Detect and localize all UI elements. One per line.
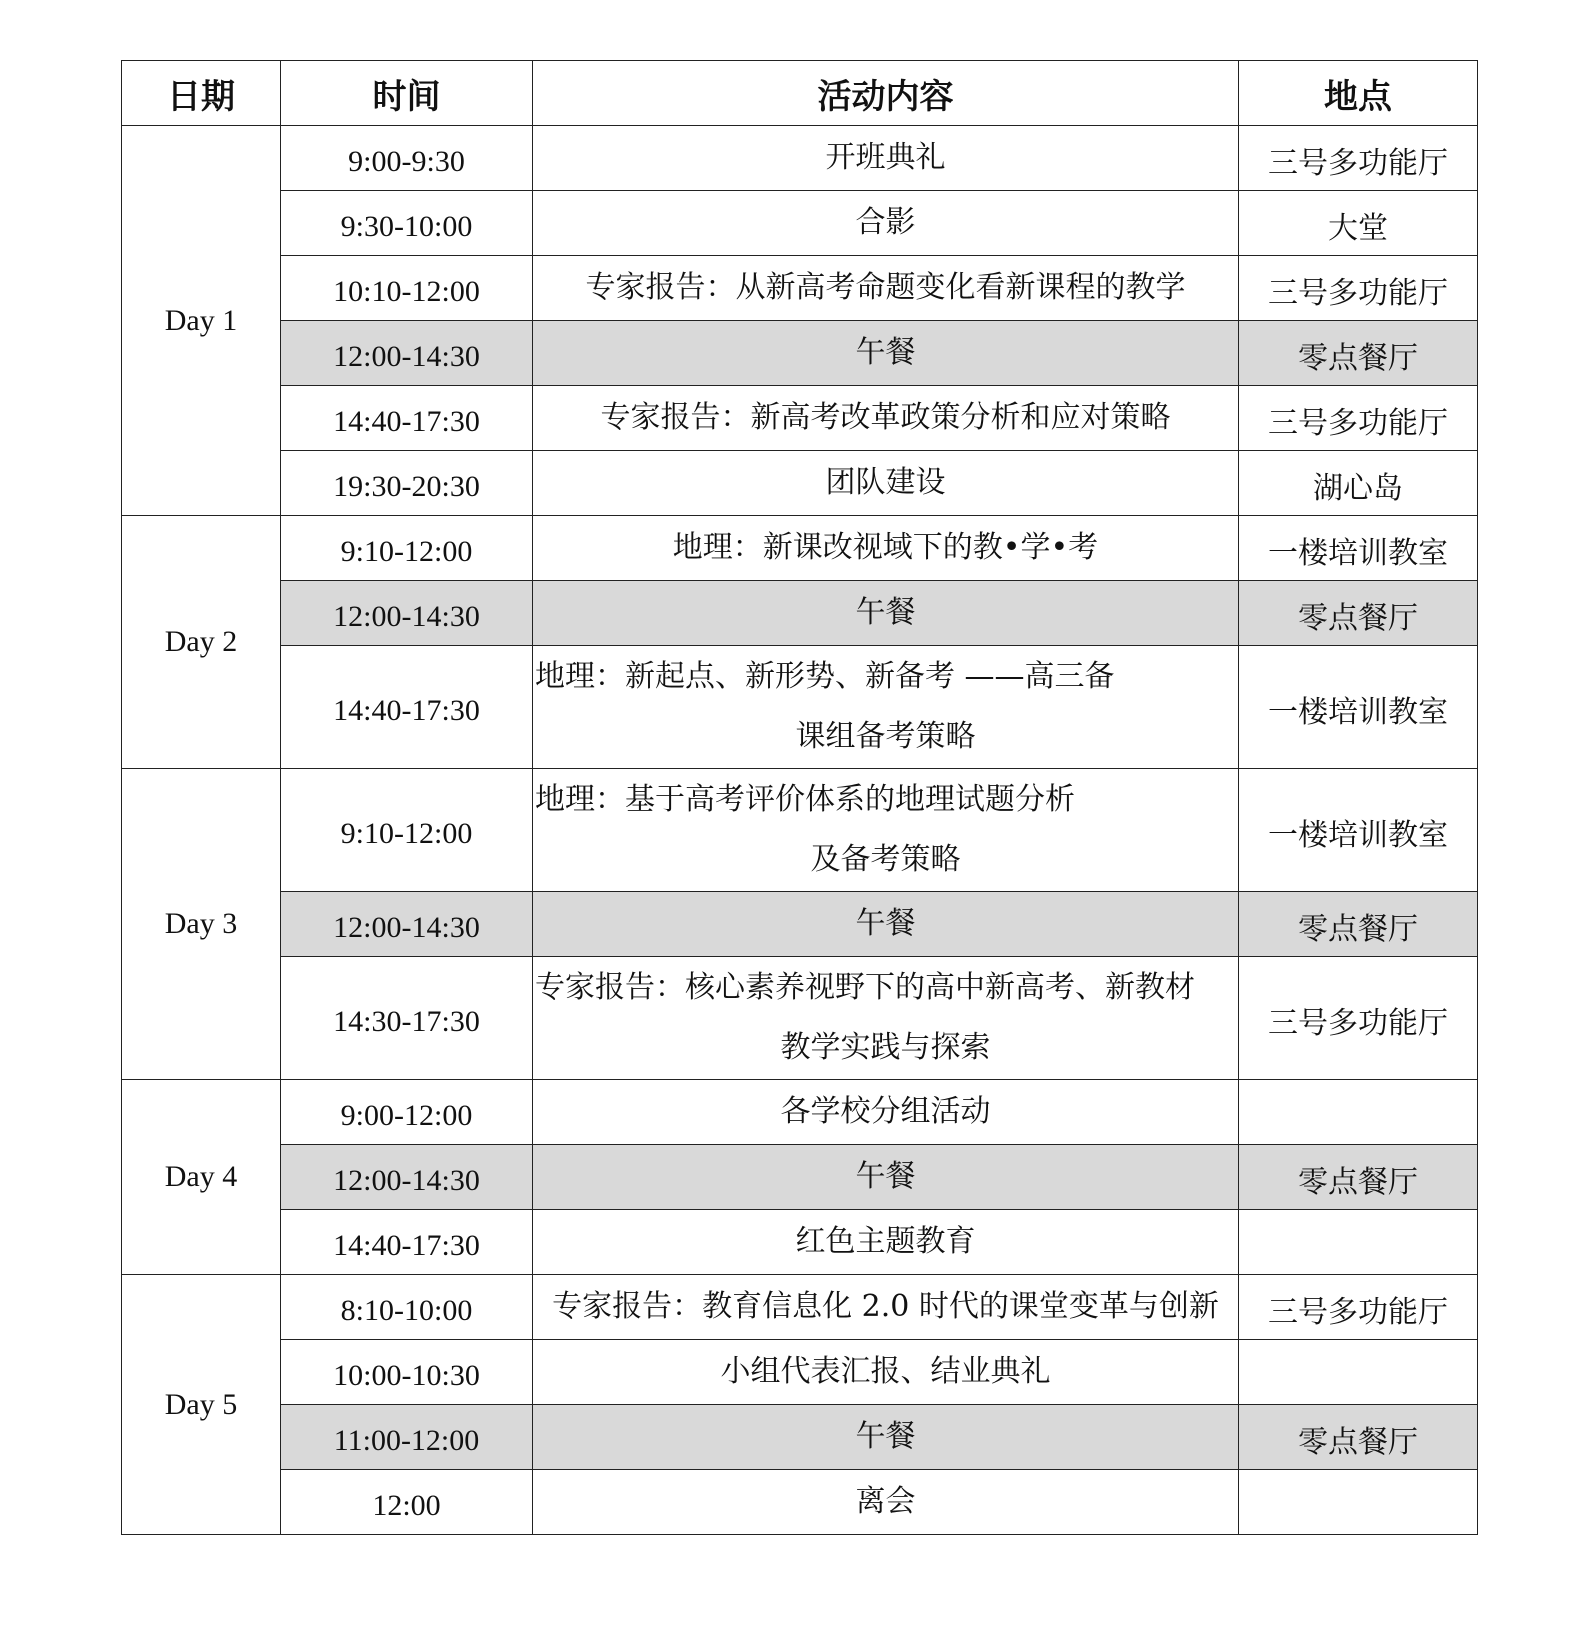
- location-cell: [1239, 1210, 1478, 1275]
- time-cell: [281, 386, 533, 451]
- activity-cell: [533, 1210, 1239, 1275]
- location-text: 三号多功能厅: [1268, 1295, 1448, 1330]
- activity-cell: [533, 386, 1239, 451]
- activity-cell: [533, 126, 1239, 191]
- location-cell: [1239, 1080, 1478, 1145]
- time-text: 9:00-9:30: [348, 145, 465, 178]
- table-row: [122, 126, 1478, 191]
- activity-text: 课组备考策略: [795, 719, 976, 754]
- activity-cell: [533, 1080, 1239, 1145]
- table-row: [122, 957, 1478, 1080]
- activity-text: 专家报告：核心素养视野下的高中新高考、新教材: [535, 970, 1195, 1005]
- day-label: Day 4: [122, 1080, 281, 1275]
- activity-text: 午餐: [855, 595, 916, 630]
- time-text: 9:30-10:00: [340, 210, 473, 243]
- table-row: [122, 386, 1478, 451]
- activity-text: 午餐: [855, 335, 916, 370]
- time-cell: [281, 126, 533, 191]
- header-date: 日期: [122, 61, 281, 126]
- time-cell: [281, 1145, 533, 1210]
- header-time: 时间: [281, 61, 533, 126]
- location-text: 零点餐厅: [1298, 912, 1418, 947]
- activity-text: 离会: [855, 1484, 916, 1519]
- activity-text: 合影: [855, 205, 916, 240]
- table-row: [122, 769, 1478, 892]
- time-text: 12:00: [372, 1489, 441, 1522]
- time-text: 8:10-10:00: [340, 1294, 473, 1327]
- table-row: [122, 646, 1478, 769]
- location-cell: [1239, 191, 1478, 256]
- day-label: Day 3: [122, 769, 281, 1080]
- activity-text: 小组代表汇报、结业典礼: [720, 1354, 1051, 1389]
- activity-text: 午餐: [855, 906, 916, 941]
- location-text: 三号多功能厅: [1268, 276, 1448, 311]
- time-text: 9:10-12:00: [340, 817, 473, 850]
- time-text: 14:40-17:30: [333, 405, 480, 438]
- time-text: 12:00-14:30: [333, 600, 480, 633]
- activity-text: 专家报告：教育信息化 2.0 时代的课堂变革与创新: [552, 1289, 1219, 1324]
- activity-cell: [533, 1145, 1239, 1210]
- time-text: 10:10-12:00: [333, 275, 480, 308]
- activity-cell: [533, 516, 1239, 581]
- location-cell: [1239, 769, 1478, 892]
- location-text: 大堂: [1328, 211, 1388, 246]
- time-cell: [281, 451, 533, 516]
- table-row: [122, 1145, 1478, 1210]
- schedule-body: [122, 126, 1478, 1535]
- time-text: 9:10-12:00: [340, 535, 473, 568]
- location-text: 三号多功能厅: [1268, 1006, 1448, 1041]
- header-row: [122, 61, 1478, 126]
- location-cell: [1239, 516, 1478, 581]
- location-cell: [1239, 386, 1478, 451]
- time-cell: [281, 516, 533, 581]
- activity-text: 教学实践与探索: [780, 1030, 991, 1065]
- time-cell: [281, 957, 533, 1080]
- activity-text: 开班典礼: [825, 140, 946, 175]
- activity-text: 及备考策略: [810, 842, 961, 877]
- table-row: [122, 1080, 1478, 1145]
- activity-cell: [533, 1405, 1239, 1470]
- location-cell: [1239, 892, 1478, 957]
- header-activity: 活动内容: [533, 61, 1239, 126]
- activity-cell: [533, 1340, 1239, 1405]
- location-cell: [1239, 1275, 1478, 1340]
- table-row: [122, 516, 1478, 581]
- time-text: 12:00-14:30: [333, 1164, 480, 1197]
- schedule-table: [121, 60, 1478, 1535]
- table-row: [122, 1470, 1478, 1535]
- location-text: 零点餐厅: [1298, 601, 1418, 636]
- activity-text: 团队建设: [825, 465, 946, 500]
- activity-cell: [533, 646, 1239, 769]
- location-text: 三号多功能厅: [1268, 146, 1448, 181]
- location-text: 三号多功能厅: [1268, 406, 1448, 441]
- activity-cell: [533, 581, 1239, 646]
- activity-cell: [533, 191, 1239, 256]
- time-cell: [281, 1470, 533, 1535]
- time-cell: [281, 892, 533, 957]
- time-cell: [281, 256, 533, 321]
- location-cell: [1239, 451, 1478, 516]
- time-cell: [281, 191, 533, 256]
- time-text: 14:30-17:30: [333, 1005, 480, 1038]
- table-row: [122, 1275, 1478, 1340]
- activity-cell: [533, 769, 1239, 892]
- header-location: 地点: [1239, 61, 1478, 126]
- location-cell: [1239, 1145, 1478, 1210]
- location-text: 零点餐厅: [1298, 341, 1418, 376]
- table-row: [122, 256, 1478, 321]
- time-cell: [281, 1080, 533, 1145]
- day-label: Day 1: [122, 126, 281, 516]
- time-cell: [281, 646, 533, 769]
- time-text: 12:00-14:30: [333, 911, 480, 944]
- table-row: [122, 1340, 1478, 1405]
- time-text: 9:00-12:00: [340, 1099, 473, 1132]
- location-cell: [1239, 581, 1478, 646]
- time-text: 11:00-12:00: [333, 1424, 480, 1457]
- location-text: 零点餐厅: [1298, 1425, 1418, 1460]
- location-cell: [1239, 321, 1478, 386]
- activity-cell: [533, 321, 1239, 386]
- location-text: 一楼培训教室: [1268, 695, 1448, 730]
- time-text: 12:00-14:30: [333, 340, 480, 373]
- location-text: 湖心岛: [1313, 471, 1403, 506]
- activity-text: 地理：基于高考评价体系的地理试题分析: [535, 782, 1075, 817]
- table-row: [122, 581, 1478, 646]
- day-label: Day 5: [122, 1275, 281, 1535]
- activity-cell: [533, 256, 1239, 321]
- time-cell: [281, 1275, 533, 1340]
- table-row: [122, 321, 1478, 386]
- activity-text: 地理：新起点、新形势、新备考 ——高三备: [535, 659, 1115, 694]
- location-text: 一楼培训教室: [1268, 536, 1448, 571]
- table-row: [122, 191, 1478, 256]
- time-text: 14:40-17:30: [333, 694, 480, 727]
- time-cell: [281, 1210, 533, 1275]
- table-row: [122, 451, 1478, 516]
- activity-text: 各学校分组活动: [780, 1094, 991, 1129]
- activity-cell: [533, 892, 1239, 957]
- activity-text: 午餐: [855, 1419, 916, 1454]
- location-cell: [1239, 1405, 1478, 1470]
- table-row: [122, 892, 1478, 957]
- time-cell: [281, 1405, 533, 1470]
- activity-cell: [533, 1275, 1239, 1340]
- activity-cell: [533, 451, 1239, 516]
- location-cell: [1239, 126, 1478, 191]
- table-row: [122, 1405, 1478, 1470]
- location-cell: [1239, 646, 1478, 769]
- location-cell: [1239, 957, 1478, 1080]
- location-cell: [1239, 1470, 1478, 1535]
- location-text: 零点餐厅: [1298, 1165, 1418, 1200]
- time-text: 19:30-20:30: [333, 470, 480, 503]
- location-text: 一楼培训教室: [1268, 818, 1448, 853]
- location-cell: [1239, 256, 1478, 321]
- location-cell: [1239, 1340, 1478, 1405]
- day-label: Day 2: [122, 516, 281, 769]
- activity-cell: [533, 957, 1239, 1080]
- table-row: [122, 1210, 1478, 1275]
- time-cell: [281, 581, 533, 646]
- time-cell: [281, 769, 533, 892]
- time-text: 14:40-17:30: [333, 1229, 480, 1262]
- activity-text: 专家报告：从新高考命题变化看新课程的教学: [585, 270, 1186, 305]
- time-cell: [281, 1340, 533, 1405]
- time-text: 10:00-10:30: [333, 1359, 480, 1392]
- activity-text: 红色主题教育: [795, 1224, 976, 1259]
- activity-text: 午餐: [855, 1159, 916, 1194]
- activity-text: 地理：新课改视域下的教•学•考: [672, 530, 1099, 565]
- activity-text: 专家报告：新高考改革政策分析和应对策略: [600, 400, 1171, 435]
- activity-cell: [533, 1470, 1239, 1535]
- time-cell: [281, 321, 533, 386]
